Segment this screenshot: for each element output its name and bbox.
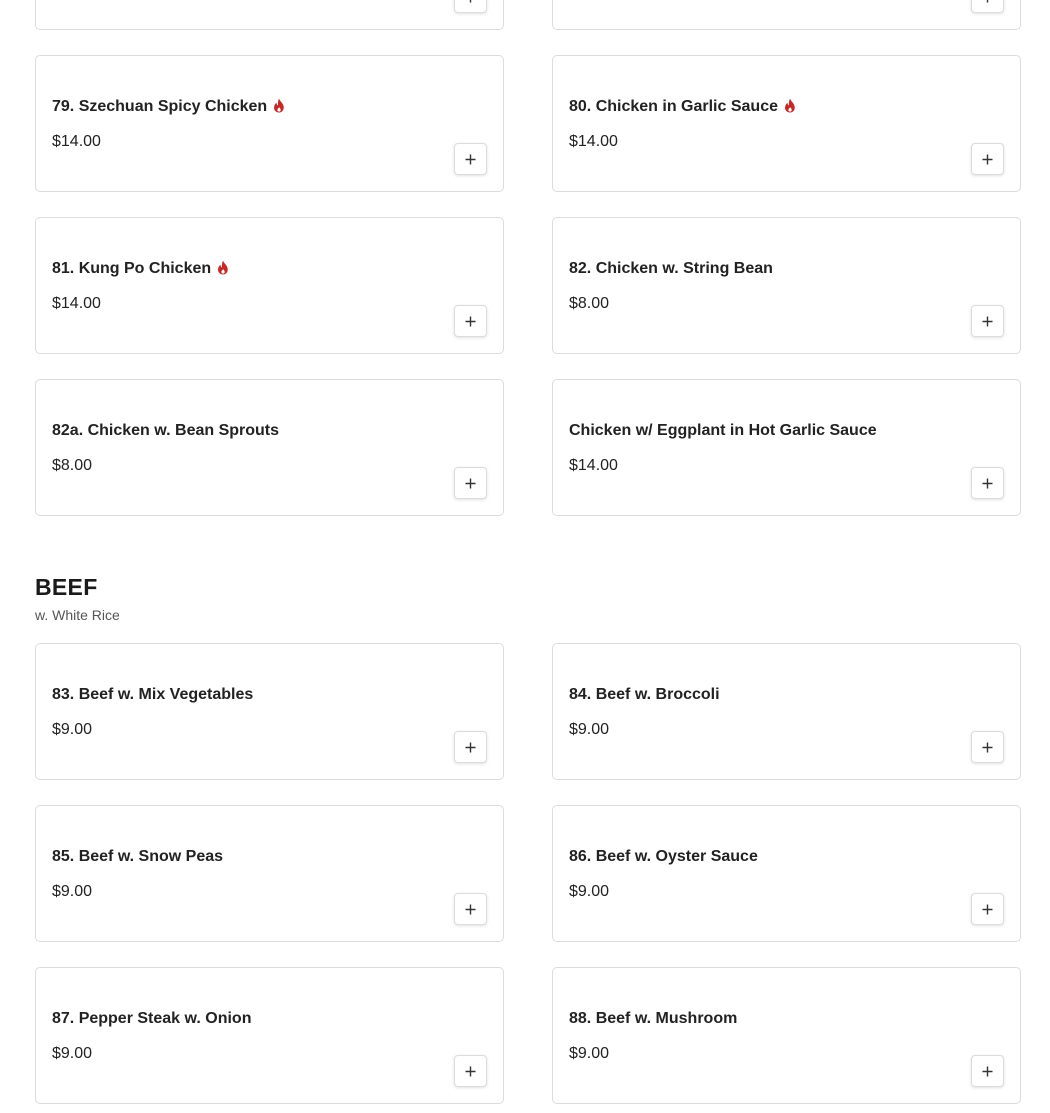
menu-item-card[interactable] [552, 805, 1021, 942]
item-name-text: 85. Beef w. Snow Peas [52, 848, 224, 865]
item-name-text: 87. Pepper Steak w. Onion [52, 1010, 252, 1027]
item-name-text: 84. Beef w. Broccoli [569, 686, 720, 703]
menu-item-card[interactable] [552, 643, 1021, 780]
item-price: $14.00 [569, 457, 618, 474]
plus-icon [465, 316, 476, 327]
item-price: $14.00 [52, 133, 101, 150]
section-title: BEEF [35, 574, 98, 600]
item-name [52, 98, 285, 116]
item-name [52, 1010, 251, 1028]
item-price: $9.00 [52, 883, 93, 900]
plus-icon [465, 1066, 476, 1077]
menu-item-card[interactable] [35, 379, 504, 516]
item-name-text: 86. Beef w. Oyster Sauce [569, 848, 758, 865]
item-price: $9.00 [569, 883, 610, 900]
plus-icon [982, 742, 993, 753]
menu-item-card[interactable] [552, 55, 1021, 192]
item-name-text: 82. Chicken w. String Bean [569, 260, 773, 277]
item-price: $8.00 [52, 457, 93, 474]
item-name-text: 80. Chicken in Garlic Sauce [569, 98, 778, 115]
menu-item-card[interactable] [35, 0, 504, 30]
plus-icon [982, 904, 993, 915]
add-item-button[interactable] [454, 467, 487, 499]
item-name-text: 83. Beef w. Mix Vegetables [52, 686, 254, 703]
menu-item-card[interactable] [35, 967, 504, 1104]
add-item-button[interactable] [971, 143, 1004, 175]
plus-icon [982, 0, 993, 3]
item-name [52, 848, 223, 866]
plus-icon [982, 1066, 993, 1077]
menu-item-card[interactable] [552, 379, 1021, 516]
item-name-text: Chicken w/ Eggplant in Hot Garlic Sauce [569, 422, 877, 439]
add-item-button[interactable] [454, 143, 487, 175]
item-price: $9.00 [52, 721, 93, 738]
flame-icon [273, 98, 285, 113]
item-price: $9.00 [52, 1045, 93, 1062]
item-name [52, 422, 279, 440]
add-item-button[interactable] [454, 1055, 487, 1087]
item-name [569, 422, 877, 440]
plus-icon [982, 154, 993, 165]
menu-item-card[interactable] [552, 0, 1021, 30]
add-item-button[interactable] [971, 1055, 1004, 1087]
menu-item-card[interactable] [552, 217, 1021, 354]
item-price: $9.00 [569, 1045, 610, 1062]
item-name [52, 686, 253, 704]
flame-icon [217, 260, 229, 275]
plus-icon [465, 904, 476, 915]
plus-icon [465, 742, 476, 753]
add-item-button[interactable] [971, 305, 1004, 337]
beef-section-header [35, 574, 120, 623]
add-item-button[interactable] [971, 893, 1004, 925]
item-price: $8.00 [569, 295, 610, 312]
add-item-button[interactable] [971, 467, 1004, 499]
add-item-button[interactable] [971, 731, 1004, 763]
plus-icon [982, 478, 993, 489]
item-name [52, 260, 229, 278]
plus-icon [465, 154, 476, 165]
item-price: $9.00 [569, 721, 610, 738]
item-name [569, 1010, 737, 1028]
item-name [569, 848, 758, 866]
plus-icon [982, 316, 993, 327]
item-name [569, 98, 796, 116]
menu-item-card[interactable] [35, 217, 504, 354]
add-item-button[interactable] [454, 305, 487, 337]
plus-icon [465, 0, 476, 3]
item-name-text: 81. Kung Po Chicken [52, 260, 212, 277]
add-item-button[interactable] [454, 731, 487, 763]
menu-item-card[interactable] [35, 55, 504, 192]
item-name-text: 82a. Chicken w. Bean Sprouts [52, 422, 280, 439]
item-name-text: 79. Szechuan Spicy Chicken [52, 98, 268, 115]
chicken-items-grid [35, 0, 1021, 516]
menu-item-card[interactable] [552, 967, 1021, 1104]
item-name [569, 260, 773, 278]
item-price: $14.00 [569, 133, 618, 150]
menu-item-card[interactable] [35, 643, 504, 780]
plus-icon [465, 478, 476, 489]
add-item-button[interactable] [454, 0, 487, 13]
item-name [569, 686, 720, 704]
add-item-button[interactable] [454, 893, 487, 925]
beef-items-grid [35, 643, 1021, 1104]
flame-icon [784, 98, 796, 113]
menu-item-card[interactable] [35, 805, 504, 942]
add-item-button[interactable] [971, 0, 1004, 13]
item-price: $14.00 [52, 295, 101, 312]
item-name-text: 88. Beef w. Mushroom [569, 1010, 738, 1027]
section-subtitle: w. White Rice [35, 607, 120, 623]
